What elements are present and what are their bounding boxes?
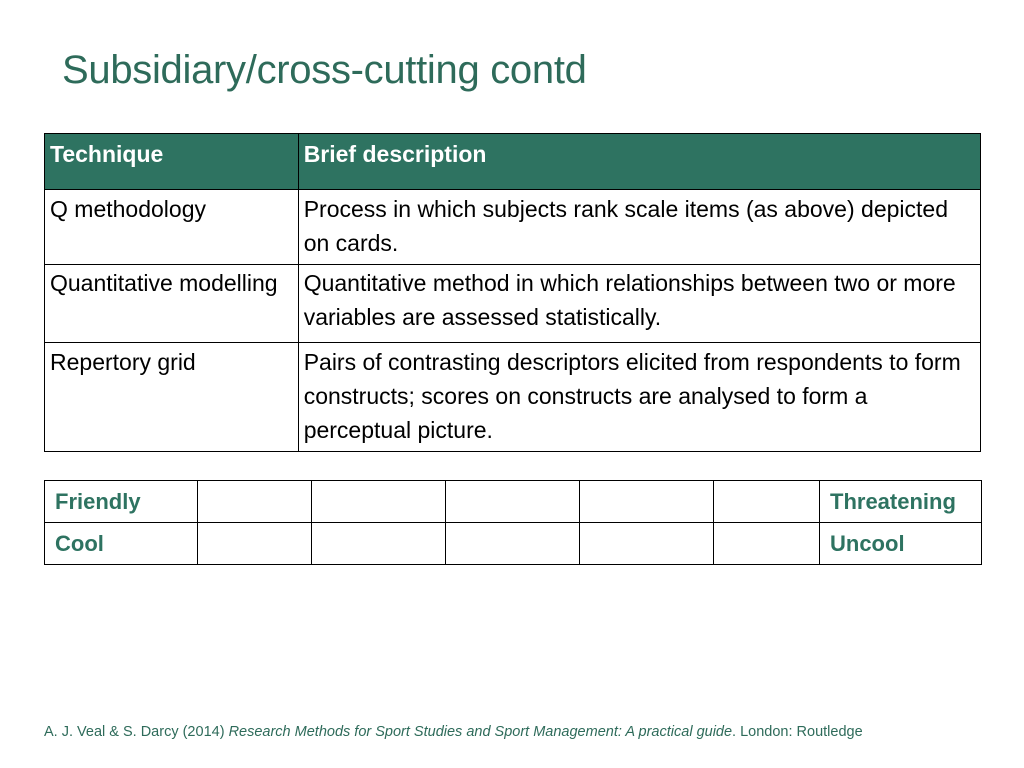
description-cell: Process in which subjects rank scale items (as above) depicted on cards. <box>298 190 980 265</box>
technique-cell: Quantitative modelling <box>45 265 299 343</box>
technique-table <box>44 133 981 452</box>
repertory-grid-example <box>44 480 982 565</box>
citation-authors: A. J. Veal & S. Darcy (2014) <box>44 724 225 740</box>
grid-empty-cell <box>446 523 580 565</box>
grid-row <box>45 523 982 565</box>
grid-empty-cell <box>714 523 820 565</box>
citation <box>44 724 863 740</box>
construct-left-label: Friendly <box>45 481 198 523</box>
grid-empty-cell <box>312 523 446 565</box>
grid-empty-cell <box>312 481 446 523</box>
grid-empty-cell <box>580 481 714 523</box>
grid-empty-cell <box>198 481 312 523</box>
slide-title: Subsidiary/cross-cutting contd <box>62 48 587 92</box>
technique-cell: Repertory grid <box>45 343 299 452</box>
grid-empty-cell <box>580 523 714 565</box>
table-header-row <box>45 134 981 190</box>
construct-right-label: Uncool <box>820 523 982 565</box>
table-row <box>45 343 981 452</box>
technique-cell: Q methodology <box>45 190 299 265</box>
header-description: Brief description <box>298 134 980 190</box>
grid-row <box>45 481 982 523</box>
description-cell: Quantitative method in which relationships between two or more variables are assessed statistically. <box>298 265 980 343</box>
grid-empty-cell <box>714 481 820 523</box>
citation-publisher: . London: Routledge <box>732 724 863 740</box>
construct-right-label: Threatening <box>820 481 982 523</box>
table-row <box>45 265 981 343</box>
description-cell: Pairs of contrasting descriptors elicited from respondents to form constructs; scores on constructs are analysed to form a perceptual picture. <box>298 343 980 452</box>
grid-empty-cell <box>198 523 312 565</box>
construct-left-label: Cool <box>45 523 198 565</box>
header-technique: Technique <box>45 134 299 190</box>
grid-empty-cell <box>446 481 580 523</box>
citation-book-title: Research Methods for Sport Studies and Sport Management: A practical guide <box>228 724 733 740</box>
table-row <box>45 190 981 265</box>
